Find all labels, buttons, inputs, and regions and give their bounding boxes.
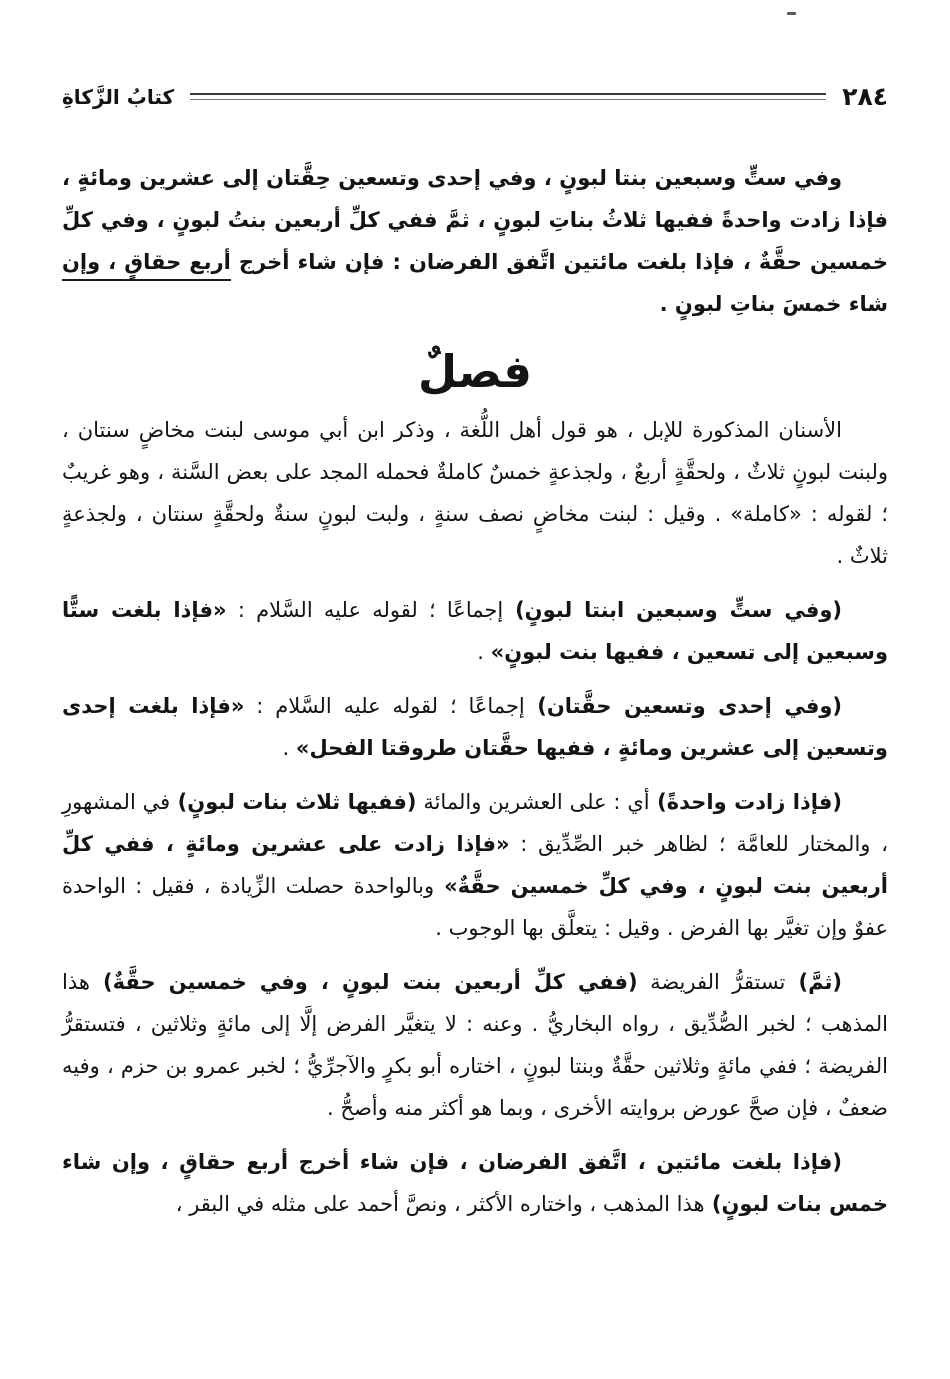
text-run-bold: (وفي إحدى وتسعين حقَّتان) (524, 694, 842, 718)
paragraph-sharh-91 (62, 685, 888, 769)
paragraph-sharh-200 (62, 1141, 888, 1225)
text-run-bold: «فإذا بلغت إحدى وتسعين إلى عشرين ومائةٍ ، ففيها حقَّتان طروقتا الفحل» (62, 694, 888, 760)
text-run-bold: (ففي كلِّ أربعين بنت لبونٍ ، وفي خمسين حقَّةٌ) (89, 970, 638, 994)
text-run-bold: (فإذا زادت واحدةً) (649, 790, 842, 814)
text-run: إجماعًا ؛ لقوله عليه السَّلام : (226, 598, 504, 622)
text-run: إجماعًا ؛ لقوله عليه السَّلام : (244, 694, 525, 718)
paragraph-sharh-ages (62, 409, 888, 577)
text-run: . (477, 640, 491, 664)
paragraph-sharh-121 (62, 781, 888, 949)
text-run: الأسنان المذكورة للإبل ، هو قول أهل اللُّغة ، وذكر ابن أبي موسى لبنت مخاضٍ سنتان ، ولبنت لبونٍ ثلاثٌ ، ولحقَّةٍ أربعٌ ، ولجذعةٍ خمسٌ كاملةٌ فحمله المجد على بعض السَّنة ، وهو غريبٌ ؛ لقوله : «كاملة» . وقيل : لبنت مخاضٍ نصف سنةٍ ، ولبت لبونٍ سنةٌ ولحقَّةٍ سنتان ، ولجذعةٍ ثلاثٌ . (62, 418, 888, 568)
text-run-bold: «فإذا بلغت ستًّا وسبعين إلى تسعين ، ففيها بنت لبونٍ» (62, 598, 888, 664)
matn-run: وفي ستٍّ وسبعين بنتا لبونٍ ، وفي إحدى وتسعين حِقَّتان إلى عشرين ومائةٍ ، فإذا زادت واحدةً ففيها ثلاثُ بناتِ لبونٍ ، ثمَّ ففي كلِّ أربعين بنتُ لبونٍ ، وفي كلِّ خمسين حقَّةٌ ، فإذا بلغت مائتين اتَّفق الفرضان : فإن شاء أخرج (62, 166, 889, 274)
page-number: ٢٨٤ (842, 82, 888, 111)
text-run: أي : على العشرين والمائة (416, 790, 650, 814)
book-title: كتابُ الزَّكاةِ (62, 84, 175, 109)
text-run: هذا المذهب ؛ لخبر الصُّدِّيق ، رواه البخاريُّ . وعنه : لا يتغيَّر الفرض إلَّا إلى مائةٍ وثلاثين ، فتستقرُّ الفريضة ؛ ففي مائةٍ وثلاثين حقَّةٌ وبنتا لبونٍ ، اختاره أبو بكرٍ والآجرِّيُّ ؛ لخبر عمرو بن حزم ، وفيه ضعفٌ ، فإن صحَّ عورض بروايته الأخرى ، وبما هو أكثر منه وأصحُّ . (62, 970, 888, 1120)
text-run-bold: «فإذا زادت على عشرين ومائةٍ ، ففي كلِّ أربعين بنت لبونٍ ، وفي كلِّ خمسين حقَّةٌ» (62, 832, 888, 898)
text-run-bold: (ففيها ثلاث بنات لبونٍ) (170, 790, 417, 814)
text-run: هذا المذهب ، واختاره الأكثر ، ونصَّ أحمد على مثله في البقر ، (175, 1192, 705, 1216)
section-heading-fasl: فصلٌ (418, 345, 532, 398)
text-run: في المشهورِ ، والمختار للعامَّة ؛ لظاهر خبر الصِّدِّيق : (62, 790, 888, 856)
text-run: . (282, 736, 296, 760)
paragraph-sharh-76 (62, 589, 888, 673)
scan-speck-mark (787, 12, 796, 15)
matn-run: شاء خمسَ بناتِ لبونٍ . (659, 292, 888, 316)
text-run-bold: (فإذا بلغت مائتين ، اتَّفق الفرضان ، فإن شاء أخرج أربع حقاقٍ ، وإن شاء خمس بنات لبونٍ) (62, 1150, 888, 1216)
header-divider-rule (190, 93, 826, 100)
paragraph-sharh-fixed (62, 961, 888, 1129)
matn-run-underlined: أربع حقاقٍ ، وإن (62, 250, 231, 281)
page-header (62, 0, 888, 111)
paragraph-matn (62, 157, 888, 325)
text-run-bold: (وفي ستٍّ وسبعين ابنتا لبونٍ) (503, 598, 842, 622)
text-run: وبالواحدة حصلت الزِّيادة ، فقيل : الواحدة عفوٌ وإن تغيَّر بها الفرض . وقيل : يتعلَّق بها الوجوب . (62, 874, 888, 940)
text-run-bold: (ثمَّ) (785, 970, 843, 994)
text-run: تستقرُّ الفريضة (637, 970, 786, 994)
